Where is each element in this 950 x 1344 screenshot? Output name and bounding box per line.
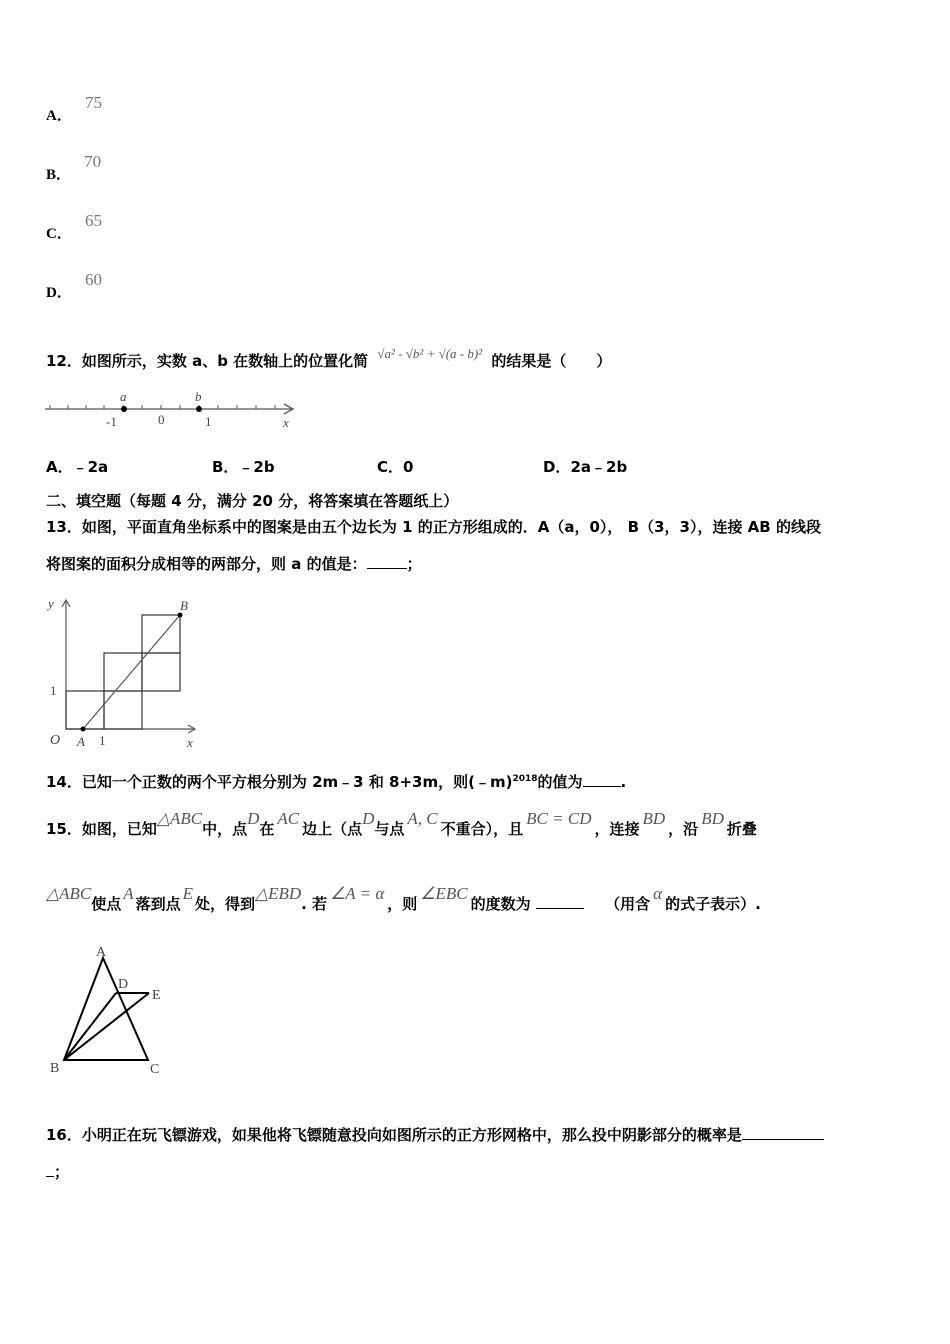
question-text: ，连接 bbox=[594, 820, 640, 838]
math-angle-ebc: ∠EBC bbox=[420, 884, 468, 903]
question-text: 将图案的面积分成相等的两部分，则 a 的值是： bbox=[46, 555, 367, 573]
answer-blank bbox=[536, 908, 584, 909]
math-angle-a: ∠A = α bbox=[330, 884, 385, 903]
tick-label-minus-one: -1 bbox=[106, 414, 117, 429]
math-triangle-abc: △ABC bbox=[46, 884, 92, 903]
math-alpha: α bbox=[653, 884, 663, 903]
question-text: . 若 bbox=[301, 895, 328, 913]
question-text: ； bbox=[406, 555, 422, 573]
math-point-e: E bbox=[182, 884, 193, 903]
question-text: 16．小明正在玩飞镖游戏，如果他将飞镖随意投向如图所示的正方形网格中，那么投中阴影部分的概率是 bbox=[46, 1126, 742, 1144]
axis-label-x: x bbox=[283, 415, 289, 430]
tick-label-one-y: 1 bbox=[50, 683, 57, 698]
question-text: ，沿 bbox=[668, 820, 699, 838]
point-a bbox=[121, 406, 127, 412]
math-segment-ac: AC bbox=[277, 809, 300, 828]
q13-line1: 13．如图，平面直角坐标系中的图案是由五个边长为 1 的正方形组成的．A（a，0）， B（3，3），连接 AB 的线段 bbox=[46, 518, 821, 536]
q12-option-b: B．﹣2b bbox=[212, 458, 275, 476]
point-a bbox=[81, 727, 86, 732]
axis-label-y: y bbox=[48, 596, 54, 611]
q13-line2 bbox=[46, 553, 422, 574]
tick-label-zero: 0 bbox=[158, 412, 165, 427]
math-point-d: D bbox=[362, 809, 375, 828]
math-segment-bd: BD bbox=[701, 809, 724, 828]
math-segment-bd: BD bbox=[642, 809, 666, 828]
q16-line1 bbox=[46, 1124, 824, 1145]
option-b bbox=[46, 152, 102, 184]
coordinate-figure bbox=[42, 592, 207, 752]
point-b bbox=[196, 406, 202, 412]
q16-line2 bbox=[46, 1161, 69, 1182]
question-text: 处，得到 bbox=[195, 895, 256, 913]
answer-blank bbox=[583, 786, 621, 787]
vertex-c: C bbox=[150, 1062, 160, 1077]
option-label: A． bbox=[46, 108, 72, 124]
math-point-d: D bbox=[247, 809, 260, 828]
question-text: 的结果是（ ） bbox=[491, 352, 612, 370]
q12-option-a: A．﹣2a bbox=[46, 458, 109, 476]
math-points-a-c: A, C bbox=[407, 809, 438, 828]
question-text: 14．已知一个正数的两个平方根分别为 2m﹣3 和 8+3m，则(﹣m) bbox=[46, 773, 513, 791]
exponent: 2018 bbox=[512, 774, 538, 784]
tick-label-one: 1 bbox=[205, 414, 212, 429]
question-14 bbox=[46, 771, 626, 792]
vertex-a: A bbox=[96, 945, 107, 960]
vertex-b: B bbox=[50, 1061, 60, 1076]
section-heading: 二、填空题（每题 4 分，满分 20 分，将答案填在答题纸上） bbox=[46, 492, 459, 510]
option-value: 60 bbox=[84, 270, 102, 289]
q15-line2 bbox=[46, 884, 761, 914]
question-text: ，则 bbox=[387, 895, 418, 913]
formula: √a² - √b² + √(a - b)² bbox=[377, 346, 483, 361]
answer-blank bbox=[367, 568, 407, 569]
option-label: C． bbox=[46, 226, 72, 242]
question-text: 的值为 bbox=[537, 773, 583, 791]
question-text: . bbox=[620, 773, 627, 791]
origin-label: O bbox=[50, 733, 61, 748]
label-a: a bbox=[120, 389, 127, 404]
question-text: 中，点 bbox=[202, 820, 248, 838]
q12-option-c: C．0 bbox=[377, 458, 414, 476]
question-text: 与点 bbox=[374, 820, 405, 838]
math-triangle-abc: △ABC bbox=[156, 809, 203, 828]
option-c bbox=[46, 211, 102, 243]
axis-label-x: x bbox=[187, 735, 193, 750]
question-text: 落到点 bbox=[135, 895, 181, 913]
label-b: b bbox=[195, 389, 202, 404]
label-a: A bbox=[77, 734, 85, 749]
option-label: B． bbox=[46, 167, 72, 183]
question-text: 折叠 bbox=[726, 820, 757, 838]
option-label: D． bbox=[46, 285, 72, 301]
q15-line1 bbox=[46, 809, 757, 839]
option-a bbox=[46, 93, 102, 125]
question-12 bbox=[46, 346, 612, 371]
question-text: 12．如图所示，实数 a、b 在数轴上的位置化简 bbox=[46, 352, 369, 370]
question-text: 不重合），且 bbox=[440, 820, 524, 838]
question-text: 15．如图，已知 bbox=[46, 820, 157, 838]
question-text: （用含 bbox=[605, 895, 651, 913]
tick-label-one-x: 1 bbox=[99, 733, 106, 748]
question-text: ； bbox=[54, 1163, 70, 1181]
option-value: 65 bbox=[84, 211, 102, 230]
math-point-a: A bbox=[123, 884, 134, 903]
question-text: 的式子表示）. bbox=[665, 895, 761, 913]
question-text: 边上（点 bbox=[302, 820, 363, 838]
option-d bbox=[46, 270, 102, 302]
option-value: 70 bbox=[84, 152, 102, 171]
question-text: 在 bbox=[259, 820, 275, 838]
answer-blank bbox=[742, 1139, 824, 1140]
triangle-figure bbox=[44, 940, 174, 1080]
option-value: 75 bbox=[84, 93, 102, 112]
question-text: 的度数为 bbox=[470, 895, 531, 913]
math-triangle-ebd: △EBD bbox=[255, 884, 302, 903]
number-line-figure bbox=[40, 388, 305, 433]
q12-option-d: D．2a﹣2b bbox=[543, 458, 628, 476]
answer-blank bbox=[46, 1176, 54, 1177]
math-equation: BC = CD bbox=[526, 809, 592, 828]
question-text: 使点 bbox=[91, 895, 122, 913]
point-b bbox=[178, 613, 183, 618]
point-d: D bbox=[118, 977, 129, 992]
label-b: B bbox=[180, 598, 188, 613]
point-e: E bbox=[152, 988, 161, 1003]
